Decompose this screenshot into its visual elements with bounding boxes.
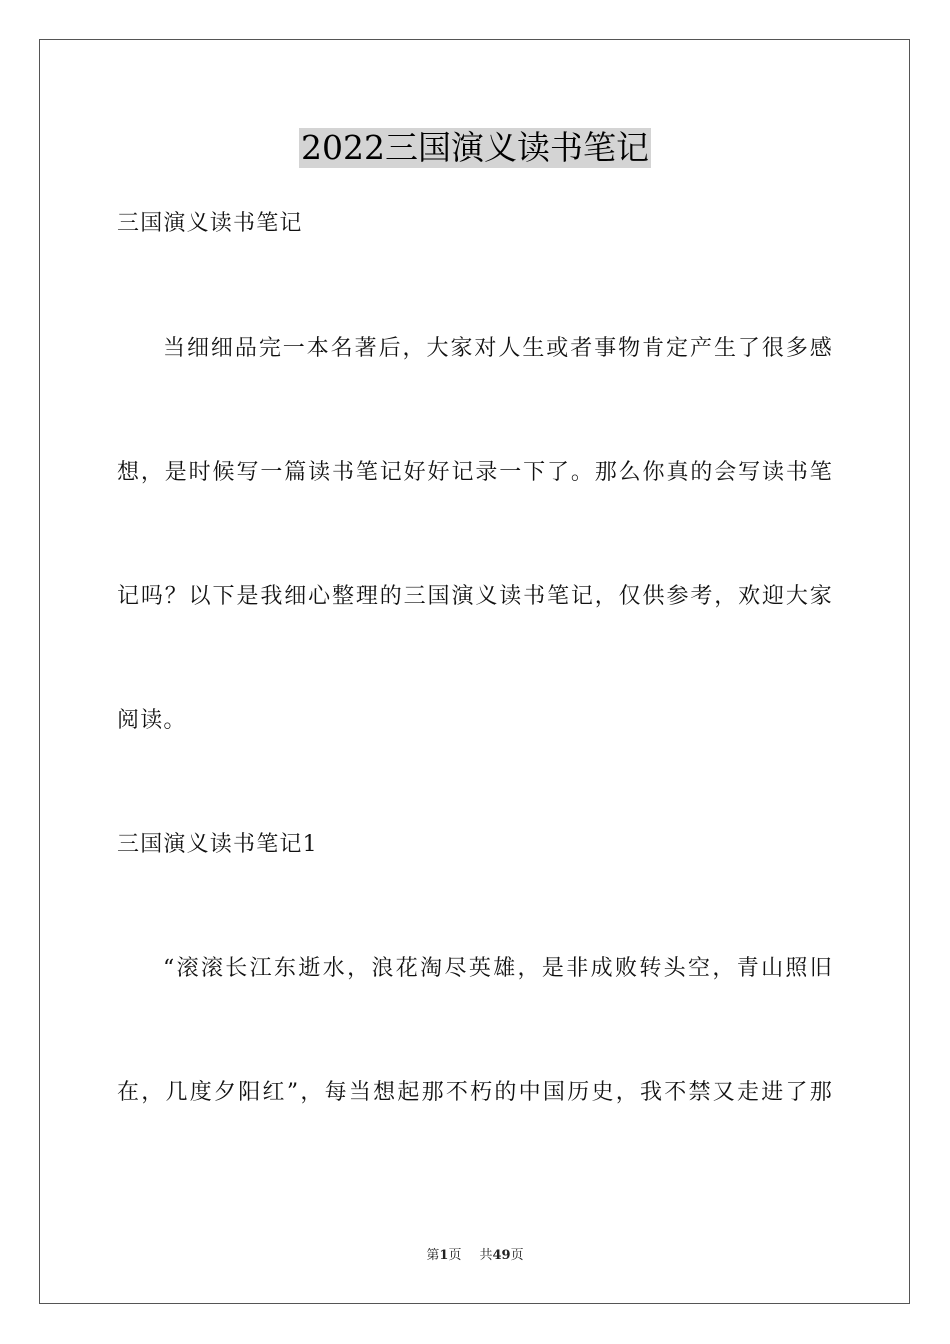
footer-total-pages: 49 <box>492 1248 511 1263</box>
intro-line-2: 想，是时候写一篇读书笔记好好记录一下了。那么你真的会写读书笔 <box>117 460 833 485</box>
document-subtitle: 三国演义读书笔记 <box>117 211 303 236</box>
section-line-1: “滚滚长江东逝水，浪花淘尽英雄，是非成败转头空，青山照旧 <box>163 956 833 981</box>
footer-total-prefix: 共 <box>479 1248 493 1263</box>
intro-line-1: 当细细品完一本名著后，大家对人生或者事物肯定产生了很多感 <box>163 336 833 361</box>
footer-total-suffix: 页 <box>510 1248 524 1263</box>
section-line-2: 在，几度夕阳红”，每当想起那不朽的中国历史，我不禁又走进了那 <box>117 1080 833 1105</box>
intro-line-4: 阅读。 <box>117 708 187 733</box>
footer-page-prefix: 第 <box>426 1248 440 1263</box>
footer-page-suffix: 页 <box>448 1248 462 1263</box>
section-heading: 三国演义读书笔记1 <box>117 832 318 857</box>
footer-page-number: 1 <box>439 1248 449 1263</box>
intro-line-3: 记吗？以下是我细心整理的三国演义读书笔记，仅供参考，欢迎大家 <box>117 584 833 609</box>
page-footer <box>0 1247 950 1265</box>
document-title-container <box>0 128 950 168</box>
document-title: 2022三国演义读书笔记 <box>301 128 649 167</box>
